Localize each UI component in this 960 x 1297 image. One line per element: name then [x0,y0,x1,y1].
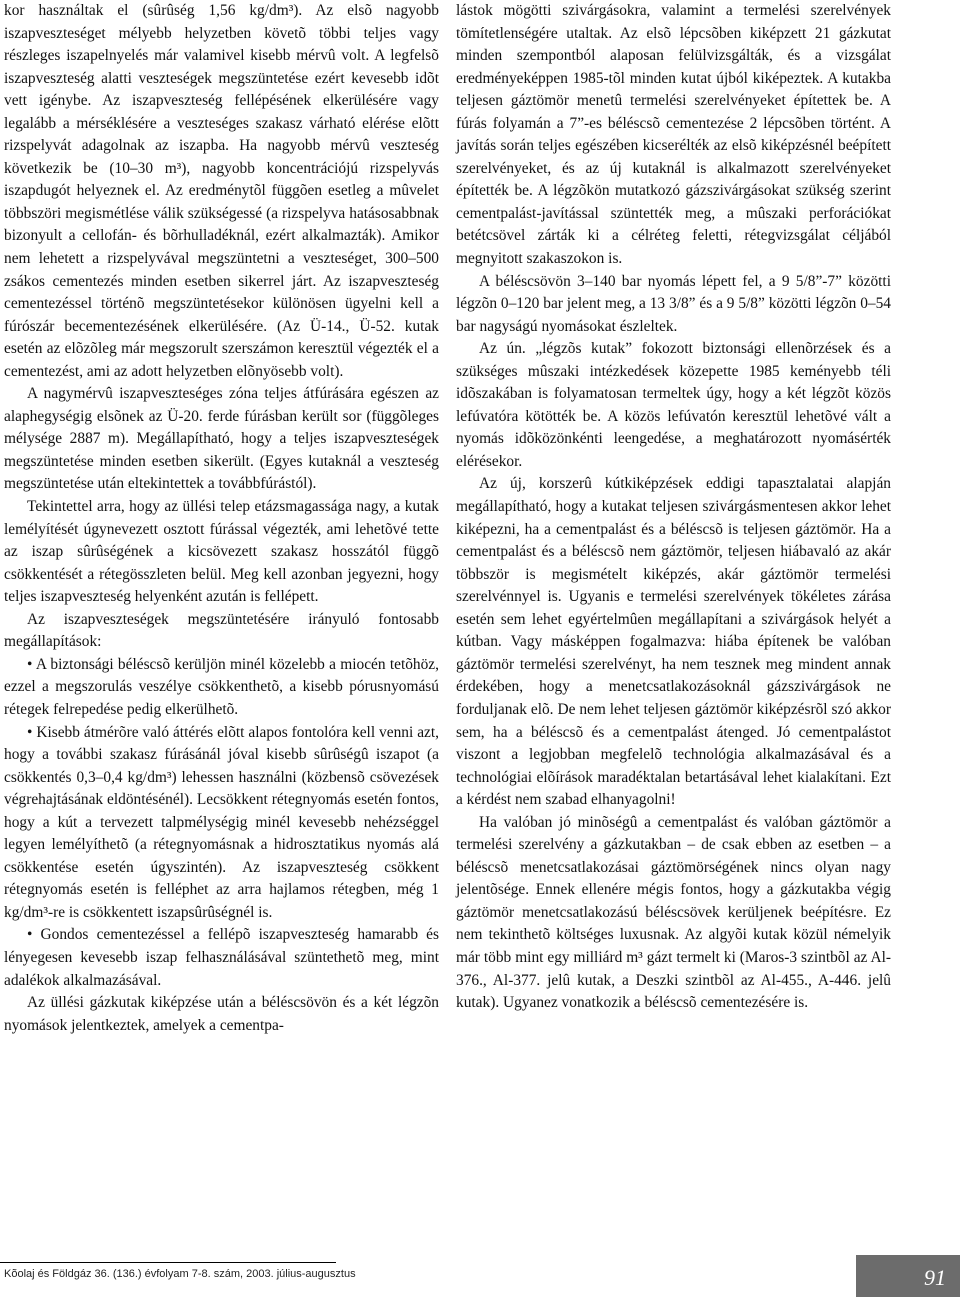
page-number: 91 [924,1265,946,1290]
paragraph: kor használtak el (sûrûség 1,56 kg/dm³). Az elsõ nagyobb iszapveszteséget mélyebb helyzetben követõ többi teljes vagy részleges iszapelnyelés már valamivel kisebb mérvû volt. A legfelsõ iszapveszteség alatti veszteségek megszüntetése ezért kevesebb idõt vett igénybe. Az iszapveszteség fellépésének elkerülésére vagy legalább a mérséklésére a veszteséges szakasz várható elérése elõtt rizspelyvát adagolnak az iszapba. Ha nagyobb mérvû veszteség következik be (10–30 m³), nagyobb koncentrációjú rizspelyvás iszapdugót helyeznek el. Az eredménytõl függõen esetleg a mûvelet többszöri megismétlése válik szükségessé (a rizspelyva hatásosabbnak bizonyult a cellofán- és bõrhulladéknál, ezért alkalmazták). Amikor nem lehetett a rizspelyvával megszüntetni a veszteséget, 300–500 zsákos cementezés minden esetben sikerrel járt. Az iszapveszteség cementezéssel történõ megszüntetésekor különösen ügyelni kell a fúrószár becementezésének elkerülésére. (Az Ü-14., Ü-52. kutak esetén az elõzõleg már megszorult szerszámon keresztül végezték el a cementezést, ami az adott helyzetben elõnyösebb volt). [4,2,439,380]
paragraph: A nagymérvû iszapveszteséges zóna teljes átfúrására egészen az alaphegységig elsõnek az Ü-20. ferde fúrásban került sor (függõleges mélysége 2887 m). Megállapítható, hogy a teljes iszapveszteségek megszüntetése minden esetben sikerült. (Egyes kutaknál a veszteség megszüntetése után eltekintettek a továbbfúrástól). [4,385,439,493]
bullet-item: • A biztonsági béléscsõ kerüljön minél közelebb a miocén tetõhöz, ezzel a megszorulás veszélye csökkenthetõ, a kisebb pórusnyomású rétegek felrepedése pedig elkerülhetõ. [4,655,439,718]
paragraph: Tekintettel arra, hogy az üllési telep etázsmagassága nagy, a kutak lemélyítését úgynevezett osztott fúrással végezték, ami lehetõvé tette az iszap sûrûségének a kicsövezett szakasz hosszától függõ csökkentését a rétegösszleten belül. Meg kell azonban jegyezni, hogy teljes iszapveszteség helyenként azután is fellépett. [4,498,439,606]
footer-divider [0,1262,336,1263]
paragraph: A béléscsövön 3–140 bar nyomás lépett fel, a 9 5/8”-7” közötti légzõn 0–120 bar jelent meg, a 13 3/8” és a 9 5/8” közötti légzõn 0–54 bar nagyságú nyomásokat észleltek. [456,272,891,335]
paragraph: Az üllési gázkutak kiképzése után a béléscsövön és a két légzõn nyomások jelentkeztek, amelyek a cementpa- [4,994,439,1034]
page-number-box [856,1255,960,1297]
paragraph: Ha valóban jó minõségû a cementpalást és valóban gáztömör a termelési szerelvény a gázkutakban – de csak ebben az esetben – a béléscsõ menetcsatlakozásai gáztömörségének nincs olyan nagy jelentõsége. Ennek ellenére mégis fontos, hogy a gázkutakba végig gáztömör menetcsatlakozású béléscsövek kerüljenek beépítésre. Ez nem tekinthetõ költséges luxusnak. Az algyõi kutak közül némelyik már több mint egy milliárd m³ gázt termelt ki (Maros-3 szintbõl az Al-376., Al-377. jelû kutak, a Deszki szintbõl az Al-455., A-446. jelû kutak). Ugyanez vonatkozik a béléscsõ cementezésére is. [456,813,891,1012]
bullet-item: • Kisebb átmérõre való áttérés elõtt alapos fontolóra kell venni azt, hogy a további szakasz fúrásánál jóval kisebb sûrûségû iszapot (a csökkentés 0,3–0,4 kg/dm³) lehessen használni (közbensõ csövezések végrehajtásának eldöntésénél). Lecsökkent rétegnyomás esetén fontos, hogy a kút a tervezett talpmélységig minél kevesebb nehézséggel legyen lemélyíthetõ (a rétegnyomásnak a hidrosztatikus nyomás alá csökkentése esetén úgyszintén). Az iszapveszteség csökkent rétegnyomás esetén is felléphet az arra hajlamos rétegben, még 1 kg/dm³-re is csökkentett iszapsûrûségnél is. [4,723,439,921]
paragraph: Az új, korszerû kútkiképzések eddigi tapasztalatai alapján megállapítható, hogy a kutakat teljesen szivárgásmentesen akkor lehet kiképezni, ha a cementpalást és a béléscsõ is teljesen gáztömör. Ha a cementpalást és a béléscsõ nem gáztömör, teljesen hiábavaló az akár többször is megismételt kiképzés, akár gáztömör termelési szerelvénnyel is. Ugyanis e termelési szerelvények tökéletes zárása esetén sem lehet egyértelmûen megállapítani a szivárgások helyét a kútban. Vagy másképpen fogalmazva: hiába építenek be valóban gáztömör termelési szerelvényt, ha nem tesznek meg mindent annak érdekében, hogy a menetcsatlakozásoknál gázszivárgások ne forduljanak elõ. De nem lehet teljesen gáztömör kiképzésrõl szó akkor sem, ha a béléscsõ és a cementpalást átenged. Jó cementpalástot viszont a legjobban megfelelõ technológia alkalmazásával és a technológiai elõírások maradéktalan betartásával lehet kialakítani. Ezt a kérdést nem szabad elhanyagolni! [456,475,891,809]
paragraph: Az iszapveszteségek megszüntetésére irányuló fontosabb megállapítások: [4,610,439,651]
left-column [4,0,439,1037]
right-column [456,0,891,1015]
paragraph: lástok mögötti szivárgásokra, valamint a termelési szerelvények tömítetlenségére utaltak. Az elsõ lépcsõben kiképzett 21 gázkutat minden szempontból alaposan felülvizsgálták, és a vizsgálat eredményeképpen 1985-tõl minden kutat újból kiképeztek. A kutakba teljesen gáztömör menetû termelési szerelvényeket építettek be. A fúrás folyamán a 7”-es béléscsõ cementezése 2 lépcsõben történt. A javítás során teljes egészében kicserélték az elsõ kiképzésnél beépített szerelvényeket, és az új kutaknál is alkalmazott szerelvényeket építették be. A légzõkön mutatkozó gázszivárgásokat szükség szerint cementpalást-javítással szüntették meg, a mûszaki perforációkat betétcsövel zárták ki a célréteg feletti, rétegvizsgálat céljából megnyitott szakaszokon is. [456,2,891,268]
journal-footer: Kõolaj és Földgáz 36. (136.) évfolyam 7-8. szám, 2003. július-augusztus [4,1268,356,1280]
bullet-item: • Gondos cementezéssel a fellépõ iszapveszteség hamarabb és lényegesen kevesebb iszap felhasználásával szüntethetõ meg, mint adalékok alkalmazásával. [4,926,439,989]
paragraph: Az ún. „légzõs kutak” fokozott biztonsági ellenõrzések és a szükséges mûszaki intézkedések közepette 1985 keményebb téli idõszakában is folyamatosan termeltek úgy, hogy a két légzõt közös lefúvatóra kötötték be. A közös lefúvatón keresztül lehetõvé vált a nyomás idõközönkénti leengedése, a meghatározott nyomásérték elérésekor. [456,340,891,470]
